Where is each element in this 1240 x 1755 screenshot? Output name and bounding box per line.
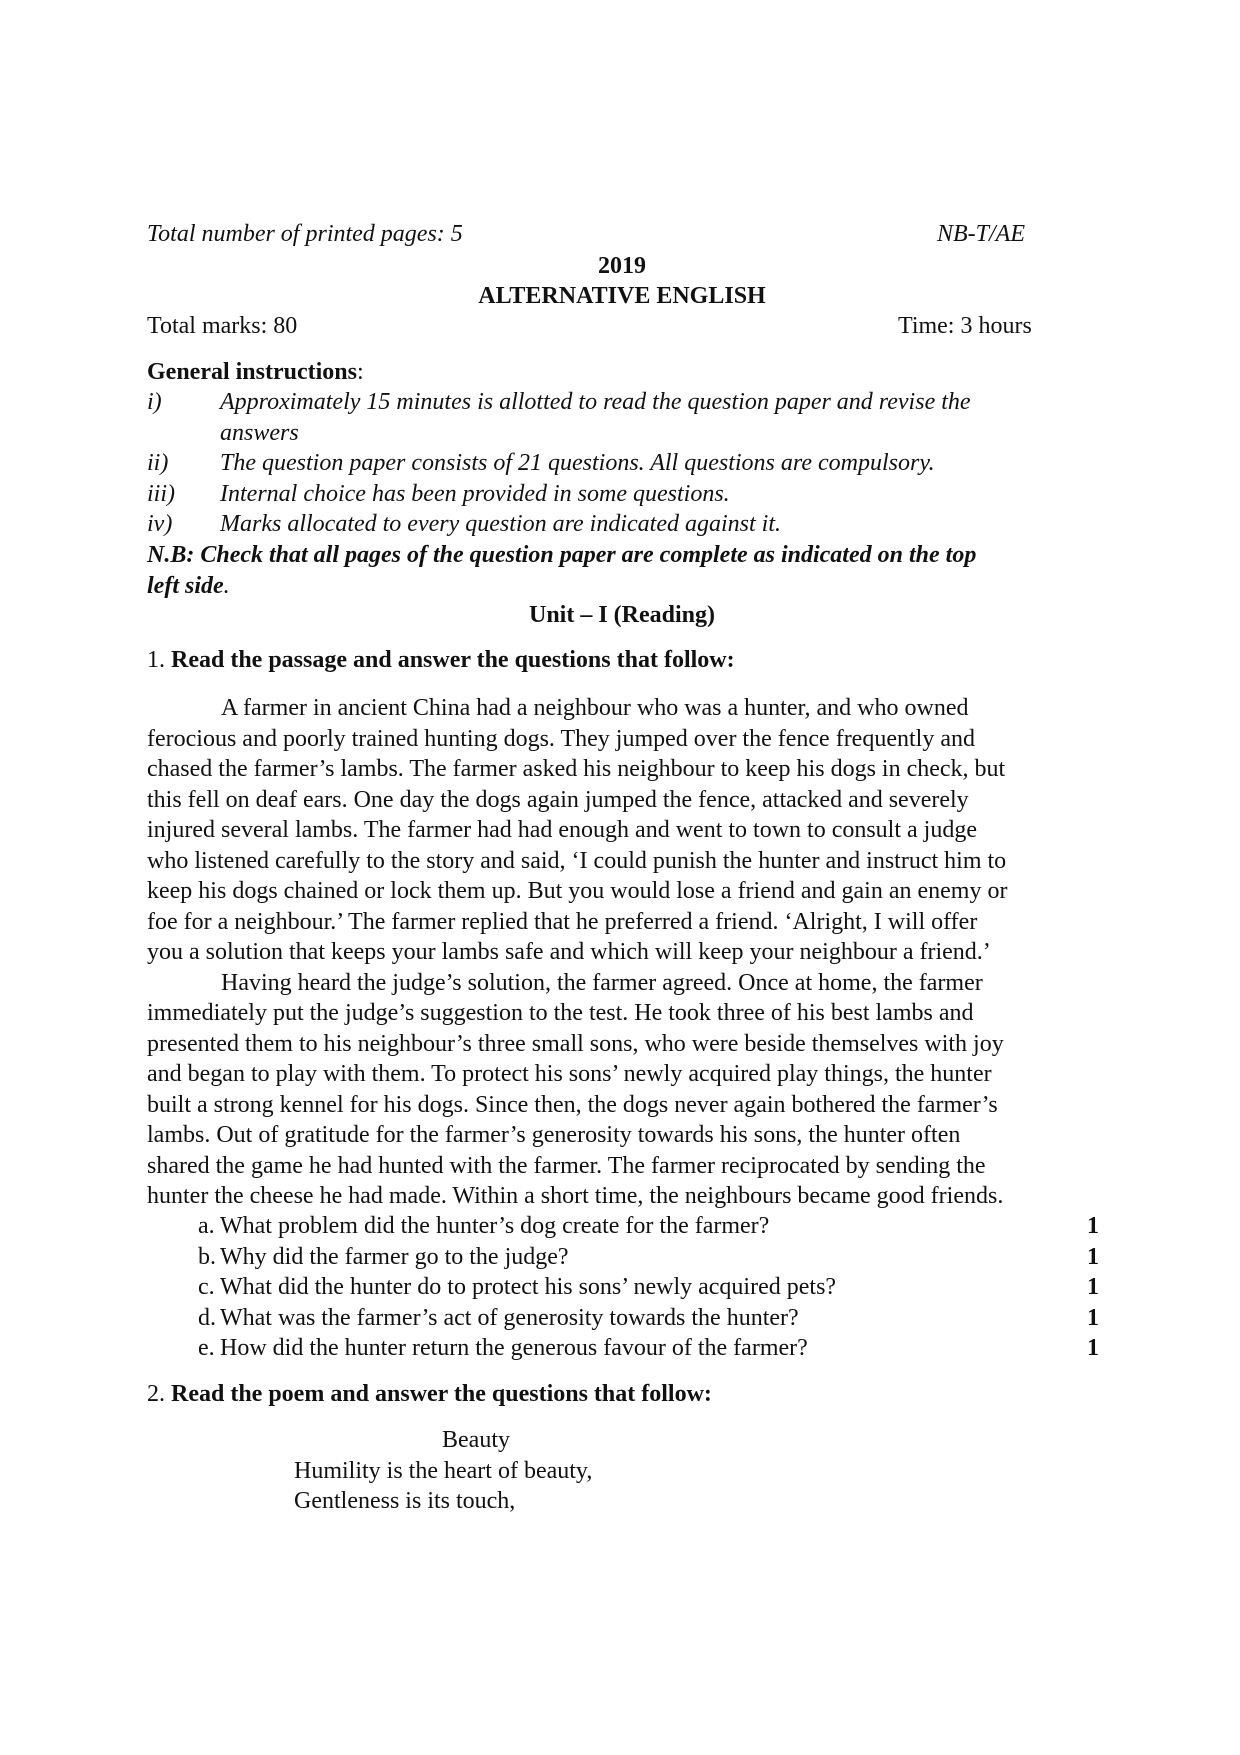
poem-line: Gentleness is its touch,: [294, 1488, 516, 1514]
passage-line: Having heard the judge’s solution, the farmer agreed. Once at home, the farmer: [221, 969, 983, 996]
passage-line: injured several lambs. The farmer had had enough and went to town to consult a judge: [147, 817, 977, 843]
sub-question-label: c.: [198, 1274, 215, 1300]
passage-line: foe for a neighbour.’ The farmer replied that he preferred a friend. ‘Alright, I will offer: [147, 908, 978, 935]
instruction-text: Marks allocated to every question are indicated against it.: [220, 511, 781, 537]
passage-line: ferocious and poorly trained hunting dogs. They jumped over the fence frequently and: [147, 725, 975, 752]
instructions-heading-text: General instructions: [147, 359, 357, 385]
instruction-text: Internal choice has been provided in some questions.: [220, 481, 730, 507]
nb-note-line1: N.B: Check that all pages of the question paper are complete as indicated on the top: [147, 542, 977, 568]
instructions-heading: [147, 357, 364, 387]
sub-question-label: a.: [198, 1213, 215, 1239]
sub-question-label: d.: [198, 1304, 216, 1331]
question-2-heading: [147, 1379, 712, 1409]
passage-line: A farmer in ancient China had a neighbour who was a hunter, and who owned: [221, 695, 969, 721]
passage-line: and began to play with them. To protect his sons’ newly acquired play things, the hunter: [147, 1061, 992, 1087]
sub-question-text: What was the farmer’s act of generosity towards the hunter?: [220, 1304, 799, 1331]
question-prompt: Read the poem and answer the questions that follow:: [171, 1381, 712, 1407]
passage-line: presented them to his neighbour’s three small sons, who were beside themselves with joy: [147, 1030, 1004, 1057]
passage-line: keep his dogs chained or lock them up. But you would lose a friend and gain an enemy or: [147, 878, 1008, 904]
passage-line: you a solution that keeps your lambs safe and which will keep your neighbour a friend.’: [147, 939, 991, 965]
poem-line: Humility is the heart of beauty,: [294, 1458, 593, 1484]
nb-note-line2: [147, 571, 230, 601]
passage-line: this fell on deaf ears. One day the dogs again jumped the fence, attacked and severely: [147, 786, 969, 813]
passage-line: built a strong kennel for his dogs. Since then, the dogs never again bothered the farmer’s: [147, 1091, 998, 1118]
sub-question-marks: 1: [1087, 1304, 1099, 1331]
sub-question-text: Why did the farmer go to the judge?: [220, 1243, 569, 1270]
instruction-text: The question paper consists of 21 questions. All questions are compulsory.: [220, 450, 935, 476]
question-prompt: Read the passage and answer the questions that follow:: [171, 647, 735, 673]
sub-question-label: e.: [198, 1335, 215, 1361]
sub-question-text: How did the hunter return the generous favour of the farmer?: [220, 1335, 808, 1361]
sub-question-marks: 1: [1087, 1243, 1099, 1270]
passage-line: immediately put the judge’s suggestion to the test. He took three of his best lambs and: [147, 1000, 974, 1026]
instruction-text: Approximately 15 minutes is allotted to read the question paper and revise the: [220, 389, 971, 415]
subject-title: ALTERNATIVE ENGLISH: [478, 283, 766, 309]
printed-pages-note: Total number of printed pages: 5: [147, 221, 463, 247]
question-number: 2.: [147, 1381, 165, 1407]
sub-question-text: What problem did the hunter’s dog create for the farmer?: [220, 1213, 770, 1239]
sub-question-label: b.: [198, 1243, 216, 1270]
passage-line: lambs. Out of gratitude for the farmer’s generosity towards his sons, the hunter often: [147, 1122, 961, 1148]
paper-code: NB-T/AE: [937, 221, 1025, 247]
unit-heading: Unit – I (Reading): [528, 602, 715, 628]
exam-year: 2019: [598, 253, 646, 279]
question-number: 1.: [147, 647, 165, 673]
passage-line: hunter the cheese he had made. Within a short time, the neighbours became good friends.: [147, 1183, 1004, 1209]
instruction-number: i): [147, 389, 162, 415]
instructions-colon: :: [357, 359, 364, 385]
passage-line: who listened carefully to the story and said, ‘I could punish the hunter and instruct him to: [147, 847, 1007, 874]
time-allowed: Time: 3 hours: [898, 313, 1032, 339]
poem-title: Beauty: [442, 1427, 510, 1453]
passage-line: chased the farmer’s lambs. The farmer asked his neighbour to keep his dogs in check, but: [147, 756, 1006, 782]
instruction-text-continued: answers: [220, 420, 299, 446]
instruction-number: ii): [147, 450, 169, 476]
sub-question-marks: 1: [1087, 1274, 1099, 1300]
total-marks: Total marks: 80: [147, 313, 298, 339]
sub-question-marks: 1: [1087, 1335, 1099, 1361]
sub-question-text: What did the hunter do to protect his sons’ newly acquired pets?: [220, 1274, 837, 1300]
nb-note-text: left side: [147, 573, 224, 599]
passage-line: shared the game he had hunted with the farmer. The farmer reciprocated by sending the: [147, 1152, 986, 1179]
question-1-heading: [147, 645, 735, 675]
sub-question-marks: 1: [1087, 1213, 1099, 1239]
nb-note-period: .: [223, 573, 230, 599]
instruction-number: iv): [147, 511, 173, 537]
instruction-number: iii): [147, 481, 175, 507]
